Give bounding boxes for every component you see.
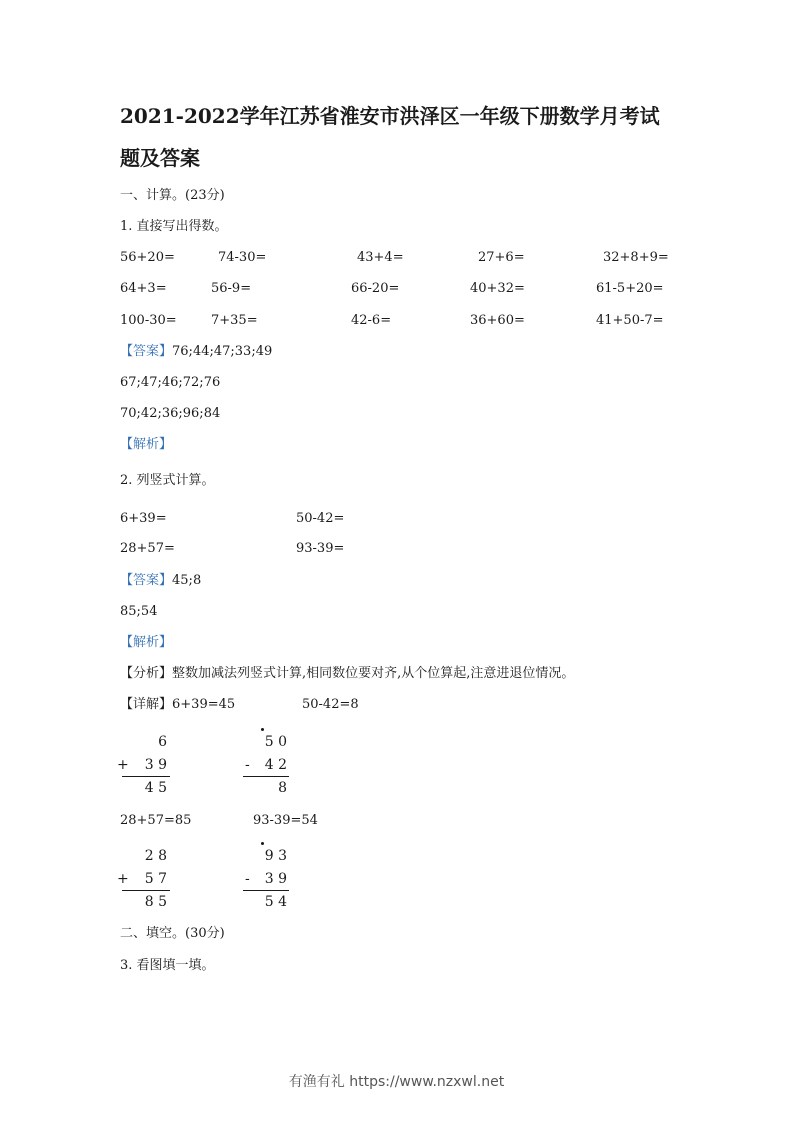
- section-2-heading: 二、填空。(30分): [120, 926, 225, 941]
- q1-item: 41+50-7=: [596, 313, 664, 328]
- q1-item: 56+20=: [120, 250, 175, 265]
- q1-item: 36+60=: [470, 313, 525, 328]
- q1-item: 64+3=: [120, 281, 167, 296]
- vc-result: 5 4: [264, 894, 287, 910]
- vc-result: 4 5: [144, 780, 167, 796]
- question-1-label: 1. 直接写出得数。: [120, 219, 228, 234]
- answer-values: 45;8: [172, 573, 202, 588]
- q1-item: 66-20=: [351, 281, 400, 296]
- vc-rule: [243, 890, 289, 891]
- vc-top: 6: [158, 734, 167, 750]
- vc-operator: -: [245, 757, 250, 773]
- footer-watermark: 有渔有礼 https://www.nzxwl.net: [288, 1074, 505, 1090]
- q1-item: 61-5+20=: [596, 281, 664, 296]
- q1-item: 100-30=: [120, 313, 177, 328]
- q1-item: 42-6=: [351, 313, 392, 328]
- q2-answer-line: 85;54: [120, 604, 158, 619]
- borrow-dot: [261, 728, 264, 731]
- vc-result: 8 5: [144, 894, 167, 910]
- vc-second: 3 9: [264, 871, 287, 887]
- question-2-label: 2. 列竖式计算。: [120, 473, 215, 488]
- q2-fenxi: 【分析】整数加减法列竖式计算,相同数位要对齐,从个位算起,注意进退位情况。: [120, 666, 575, 681]
- vc-rule: [243, 776, 289, 777]
- answer-tag: 【答案】: [120, 573, 173, 588]
- equation: 50-42=8: [302, 697, 359, 712]
- q2-analysis-tag: 【解析】: [120, 635, 173, 650]
- equation: 28+57=85: [120, 813, 192, 828]
- q2-item: 50-42=: [296, 511, 345, 526]
- section-1-heading: 一、计算。(23分): [120, 188, 225, 203]
- q1-item: 7+35=: [211, 313, 258, 328]
- equation: 6+39=45: [172, 697, 236, 712]
- q1-answer-line: 67;47;46;72;76: [120, 375, 221, 390]
- q2-item: 6+39=: [120, 511, 167, 526]
- q1-item: 40+32=: [470, 281, 525, 296]
- answer-values: 76;44;47;33;49: [172, 344, 273, 359]
- borrow-dot: [261, 842, 264, 845]
- title-line-1: 2021-2022学年江苏省淮安市洪泽区一年级下册数学月考试: [120, 104, 660, 128]
- q2-item: 28+57=: [120, 541, 175, 556]
- q1-answer-line: 70;42;36;96;84: [120, 406, 221, 421]
- q1-item: 56-9=: [211, 281, 252, 296]
- answer-tag: 【答案】: [120, 344, 173, 359]
- vc-top: 5 0: [264, 734, 287, 750]
- vc-top: 2 8: [144, 848, 167, 864]
- q2-xiangjie: [120, 697, 235, 713]
- vc-operator: -: [245, 871, 250, 887]
- vc-rule: [122, 776, 170, 777]
- q2-answer-line: [120, 573, 201, 589]
- question-3-label: 3. 看图填一填。: [120, 958, 215, 973]
- equation: 93-39=54: [253, 813, 318, 828]
- vc-second: 3 9: [144, 757, 167, 773]
- vc-operator: +: [117, 757, 129, 773]
- vc-result: 8: [278, 780, 287, 796]
- q1-item: 27+6=: [478, 250, 525, 265]
- q1-answer-line: [120, 344, 272, 360]
- xiangjie-tag: 【详解】: [120, 697, 173, 712]
- vc-rule: [122, 890, 170, 891]
- q1-item: 32+8+9=: [603, 250, 669, 265]
- title-line-2: 题及答案: [120, 146, 200, 170]
- q1-analysis-tag: 【解析】: [120, 437, 173, 452]
- vc-operator: +: [117, 871, 129, 887]
- q2-item: 93-39=: [296, 541, 345, 556]
- q1-item: 74-30=: [218, 250, 267, 265]
- vc-second: 4 2: [264, 757, 287, 773]
- vc-second: 5 7: [144, 871, 167, 887]
- q1-item: 43+4=: [357, 250, 404, 265]
- vc-top: 9 3: [264, 848, 287, 864]
